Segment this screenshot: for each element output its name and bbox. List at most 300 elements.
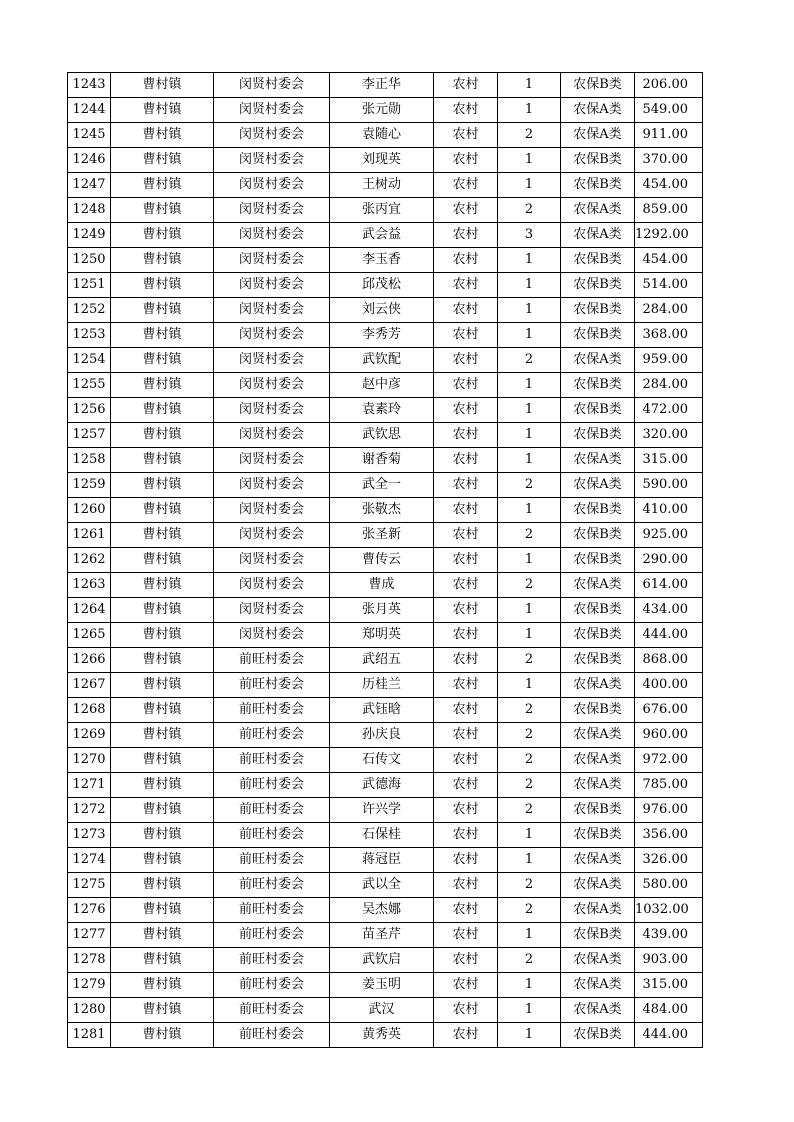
village-committee-cell: 闵贤村委会	[214, 173, 330, 198]
person-name-cell: 武汉	[330, 998, 434, 1023]
area-type-cell: 农村	[434, 798, 498, 823]
household-count-cell: 1	[498, 148, 561, 173]
area-type-cell: 农村	[434, 348, 498, 373]
town-cell: 曹村镇	[111, 673, 214, 698]
person-name-cell: 吴杰娜	[330, 898, 434, 923]
area-type-cell: 农村	[434, 548, 498, 573]
table-row	[68, 748, 703, 773]
area-type-cell: 农村	[434, 73, 498, 98]
town-cell: 曹村镇	[111, 98, 214, 123]
household-count-cell: 2	[498, 523, 561, 548]
person-name-cell: 武会益	[330, 223, 434, 248]
village-committee-cell: 闵贤村委会	[214, 373, 330, 398]
table-row	[68, 173, 703, 198]
table-row	[68, 798, 703, 823]
row-number-cell: 1281	[68, 1023, 111, 1048]
household-count-cell: 1	[498, 98, 561, 123]
area-type-cell: 农村	[434, 98, 498, 123]
amount-cell: 960.00	[635, 723, 703, 748]
area-type-cell: 农村	[434, 748, 498, 773]
household-count-cell: 2	[498, 573, 561, 598]
table-row	[68, 773, 703, 798]
village-committee-cell: 前旺村委会	[214, 923, 330, 948]
household-count-cell: 1	[498, 173, 561, 198]
amount-cell: 284.00	[635, 373, 703, 398]
amount-cell: 315.00	[635, 448, 703, 473]
amount-cell: 206.00	[635, 73, 703, 98]
village-committee-cell: 闵贤村委会	[214, 498, 330, 523]
row-number-cell: 1260	[68, 498, 111, 523]
amount-cell: 400.00	[635, 673, 703, 698]
person-name-cell: 刘现英	[330, 148, 434, 173]
insurance-category-cell: 农保B类	[561, 648, 635, 673]
amount-cell: 410.00	[635, 498, 703, 523]
amount-cell: 320.00	[635, 423, 703, 448]
town-cell: 曹村镇	[111, 348, 214, 373]
household-count-cell: 1	[498, 73, 561, 98]
person-name-cell: 曹传云	[330, 548, 434, 573]
amount-cell: 1292.00	[635, 223, 703, 248]
town-cell: 曹村镇	[111, 973, 214, 998]
village-committee-cell: 前旺村委会	[214, 848, 330, 873]
household-count-cell: 2	[498, 773, 561, 798]
household-count-cell: 1	[498, 973, 561, 998]
amount-cell: 959.00	[635, 348, 703, 373]
area-type-cell: 农村	[434, 473, 498, 498]
village-committee-cell: 闵贤村委会	[214, 98, 330, 123]
area-type-cell: 农村	[434, 248, 498, 273]
row-number-cell: 1266	[68, 648, 111, 673]
insurance-category-cell: 农保A类	[561, 198, 635, 223]
village-committee-cell: 闵贤村委会	[214, 323, 330, 348]
area-type-cell: 农村	[434, 823, 498, 848]
village-committee-cell: 闵贤村委会	[214, 123, 330, 148]
household-count-cell: 3	[498, 223, 561, 248]
amount-cell: 484.00	[635, 998, 703, 1023]
row-number-cell: 1264	[68, 598, 111, 623]
town-cell: 曹村镇	[111, 198, 214, 223]
household-count-cell: 1	[498, 448, 561, 473]
person-name-cell: 姜玉明	[330, 973, 434, 998]
area-type-cell: 农村	[434, 373, 498, 398]
insurance-category-cell: 农保A类	[561, 123, 635, 148]
table-row	[68, 423, 703, 448]
area-type-cell: 农村	[434, 673, 498, 698]
amount-cell: 549.00	[635, 98, 703, 123]
town-cell: 曹村镇	[111, 598, 214, 623]
town-cell: 曹村镇	[111, 298, 214, 323]
village-committee-cell: 前旺村委会	[214, 873, 330, 898]
household-count-cell: 1	[498, 848, 561, 873]
table-row	[68, 548, 703, 573]
insurance-category-cell: 农保A类	[561, 748, 635, 773]
person-name-cell: 郑明英	[330, 623, 434, 648]
row-number-cell: 1277	[68, 923, 111, 948]
person-name-cell: 张丙宜	[330, 198, 434, 223]
town-cell: 曹村镇	[111, 223, 214, 248]
area-type-cell: 农村	[434, 648, 498, 673]
table-row	[68, 948, 703, 973]
table-row	[68, 248, 703, 273]
person-name-cell: 李玉香	[330, 248, 434, 273]
insurance-category-cell: 农保B类	[561, 1023, 635, 1048]
table-row	[68, 348, 703, 373]
row-number-cell: 1257	[68, 423, 111, 448]
person-name-cell: 赵中彦	[330, 373, 434, 398]
town-cell: 曹村镇	[111, 898, 214, 923]
table-body	[68, 73, 703, 1048]
town-cell: 曹村镇	[111, 123, 214, 148]
town-cell: 曹村镇	[111, 148, 214, 173]
area-type-cell: 农村	[434, 998, 498, 1023]
table-row	[68, 123, 703, 148]
amount-cell: 590.00	[635, 473, 703, 498]
amount-cell: 368.00	[635, 323, 703, 348]
insurance-category-cell: 农保B类	[561, 623, 635, 648]
person-name-cell: 武钦启	[330, 948, 434, 973]
household-count-cell: 1	[498, 423, 561, 448]
village-committee-cell: 前旺村委会	[214, 898, 330, 923]
household-count-cell: 1	[498, 998, 561, 1023]
household-count-cell: 1	[498, 1023, 561, 1048]
amount-cell: 903.00	[635, 948, 703, 973]
row-number-cell: 1247	[68, 173, 111, 198]
amount-cell: 284.00	[635, 298, 703, 323]
person-name-cell: 刘云侠	[330, 298, 434, 323]
household-count-cell: 1	[498, 398, 561, 423]
town-cell: 曹村镇	[111, 698, 214, 723]
row-number-cell: 1272	[68, 798, 111, 823]
household-count-cell: 1	[498, 923, 561, 948]
insurance-category-cell: 农保B类	[561, 823, 635, 848]
household-count-cell: 2	[498, 948, 561, 973]
household-count-cell: 2	[498, 698, 561, 723]
amount-cell: 785.00	[635, 773, 703, 798]
insurance-category-cell: 农保A类	[561, 998, 635, 1023]
row-number-cell: 1279	[68, 973, 111, 998]
village-committee-cell: 前旺村委会	[214, 748, 330, 773]
amount-cell: 356.00	[635, 823, 703, 848]
village-committee-cell: 前旺村委会	[214, 648, 330, 673]
town-cell: 曹村镇	[111, 523, 214, 548]
area-type-cell: 农村	[434, 723, 498, 748]
town-cell: 曹村镇	[111, 573, 214, 598]
village-committee-cell: 闵贤村委会	[214, 248, 330, 273]
amount-cell: 370.00	[635, 148, 703, 173]
village-committee-cell: 前旺村委会	[214, 698, 330, 723]
town-cell: 曹村镇	[111, 173, 214, 198]
row-number-cell: 1271	[68, 773, 111, 798]
amount-cell: 514.00	[635, 273, 703, 298]
area-type-cell: 农村	[434, 298, 498, 323]
person-name-cell: 袁随心	[330, 123, 434, 148]
table-row	[68, 623, 703, 648]
row-number-cell: 1255	[68, 373, 111, 398]
row-number-cell: 1256	[68, 398, 111, 423]
row-number-cell: 1243	[68, 73, 111, 98]
insurance-category-cell: 农保A类	[561, 948, 635, 973]
table-row	[68, 73, 703, 98]
amount-cell: 676.00	[635, 698, 703, 723]
area-type-cell: 农村	[434, 498, 498, 523]
village-committee-cell: 闵贤村委会	[214, 298, 330, 323]
amount-cell: 439.00	[635, 923, 703, 948]
area-type-cell: 农村	[434, 123, 498, 148]
insurance-category-cell: 农保B类	[561, 698, 635, 723]
household-count-cell: 1	[498, 498, 561, 523]
insurance-category-cell: 农保B类	[561, 298, 635, 323]
insurance-category-cell: 农保A类	[561, 448, 635, 473]
area-type-cell: 农村	[434, 173, 498, 198]
person-name-cell: 张月英	[330, 598, 434, 623]
table-row	[68, 573, 703, 598]
table-row	[68, 273, 703, 298]
village-committee-cell: 闵贤村委会	[214, 148, 330, 173]
household-count-cell: 1	[498, 598, 561, 623]
village-committee-cell: 前旺村委会	[214, 998, 330, 1023]
table-row	[68, 223, 703, 248]
amount-cell: 859.00	[635, 198, 703, 223]
table-row	[68, 398, 703, 423]
area-type-cell: 农村	[434, 573, 498, 598]
amount-cell: 580.00	[635, 873, 703, 898]
table-row	[68, 698, 703, 723]
town-cell: 曹村镇	[111, 823, 214, 848]
area-type-cell: 农村	[434, 848, 498, 873]
person-name-cell: 武钰晗	[330, 698, 434, 723]
row-number-cell: 1244	[68, 98, 111, 123]
household-count-cell: 2	[498, 348, 561, 373]
household-count-cell: 1	[498, 373, 561, 398]
household-count-cell: 1	[498, 673, 561, 698]
town-cell: 曹村镇	[111, 723, 214, 748]
table-row	[68, 148, 703, 173]
village-committee-cell: 前旺村委会	[214, 673, 330, 698]
insurance-category-cell: 农保A类	[561, 723, 635, 748]
table-row	[68, 1023, 703, 1048]
town-cell: 曹村镇	[111, 248, 214, 273]
row-number-cell: 1280	[68, 998, 111, 1023]
insurance-category-cell: 农保A类	[561, 573, 635, 598]
row-number-cell: 1265	[68, 623, 111, 648]
town-cell: 曹村镇	[111, 873, 214, 898]
table-row	[68, 873, 703, 898]
amount-cell: 976.00	[635, 798, 703, 823]
village-committee-cell: 闵贤村委会	[214, 198, 330, 223]
area-type-cell: 农村	[434, 523, 498, 548]
person-name-cell: 武钦思	[330, 423, 434, 448]
person-name-cell: 武德海	[330, 773, 434, 798]
amount-cell: 434.00	[635, 598, 703, 623]
row-number-cell: 1246	[68, 148, 111, 173]
person-name-cell: 张圣新	[330, 523, 434, 548]
row-number-cell: 1254	[68, 348, 111, 373]
row-number-cell: 1278	[68, 948, 111, 973]
town-cell: 曹村镇	[111, 648, 214, 673]
town-cell: 曹村镇	[111, 848, 214, 873]
insurance-category-cell: 农保A类	[561, 848, 635, 873]
village-committee-cell: 前旺村委会	[214, 773, 330, 798]
area-type-cell: 农村	[434, 1023, 498, 1048]
row-number-cell: 1258	[68, 448, 111, 473]
amount-cell: 444.00	[635, 1023, 703, 1048]
insurance-category-cell: 农保B类	[561, 248, 635, 273]
insurance-category-cell: 农保B类	[561, 798, 635, 823]
table-row	[68, 323, 703, 348]
area-type-cell: 农村	[434, 898, 498, 923]
insurance-category-cell: 农保A类	[561, 973, 635, 998]
insurance-category-cell: 农保A类	[561, 898, 635, 923]
household-count-cell: 2	[498, 123, 561, 148]
village-committee-cell: 闵贤村委会	[214, 73, 330, 98]
person-name-cell: 张元勋	[330, 98, 434, 123]
household-count-cell: 1	[498, 298, 561, 323]
row-number-cell: 1267	[68, 673, 111, 698]
insurance-category-cell: 农保A类	[561, 98, 635, 123]
village-committee-cell: 前旺村委会	[214, 1023, 330, 1048]
insurance-category-cell: 农保B类	[561, 498, 635, 523]
village-committee-cell: 闵贤村委会	[214, 623, 330, 648]
town-cell: 曹村镇	[111, 923, 214, 948]
amount-cell: 614.00	[635, 573, 703, 598]
amount-cell: 1032.00	[635, 898, 703, 923]
insurance-category-cell: 农保B类	[561, 323, 635, 348]
table-row	[68, 823, 703, 848]
insurance-category-cell: 农保B类	[561, 173, 635, 198]
insurance-category-cell: 农保B类	[561, 923, 635, 948]
household-count-cell: 2	[498, 873, 561, 898]
area-type-cell: 农村	[434, 198, 498, 223]
amount-cell: 444.00	[635, 623, 703, 648]
household-count-cell: 1	[498, 823, 561, 848]
person-name-cell: 孙庆良	[330, 723, 434, 748]
town-cell: 曹村镇	[111, 798, 214, 823]
area-type-cell: 农村	[434, 273, 498, 298]
town-cell: 曹村镇	[111, 773, 214, 798]
village-committee-cell: 闵贤村委会	[214, 423, 330, 448]
area-type-cell: 农村	[434, 423, 498, 448]
row-number-cell: 1273	[68, 823, 111, 848]
area-type-cell: 农村	[434, 398, 498, 423]
table-row	[68, 373, 703, 398]
row-number-cell: 1251	[68, 273, 111, 298]
person-name-cell: 蒋冠臣	[330, 848, 434, 873]
person-name-cell: 曹成	[330, 573, 434, 598]
town-cell: 曹村镇	[111, 1023, 214, 1048]
household-count-cell: 2	[498, 898, 561, 923]
row-number-cell: 1269	[68, 723, 111, 748]
insurance-category-cell: 农保B类	[561, 598, 635, 623]
insurance-category-cell: 农保B类	[561, 548, 635, 573]
table-row	[68, 673, 703, 698]
area-type-cell: 农村	[434, 698, 498, 723]
town-cell: 曹村镇	[111, 398, 214, 423]
amount-cell: 972.00	[635, 748, 703, 773]
row-number-cell: 1253	[68, 323, 111, 348]
row-number-cell: 1245	[68, 123, 111, 148]
area-type-cell: 农村	[434, 773, 498, 798]
amount-cell: 315.00	[635, 973, 703, 998]
town-cell: 曹村镇	[111, 623, 214, 648]
household-count-cell: 2	[498, 748, 561, 773]
amount-cell: 290.00	[635, 548, 703, 573]
row-number-cell: 1261	[68, 523, 111, 548]
row-number-cell: 1248	[68, 198, 111, 223]
village-committee-cell: 闵贤村委会	[214, 348, 330, 373]
village-committee-cell: 闵贤村委会	[214, 598, 330, 623]
area-type-cell: 农村	[434, 873, 498, 898]
row-number-cell: 1259	[68, 473, 111, 498]
person-name-cell: 武绍五	[330, 648, 434, 673]
village-committee-cell: 闵贤村委会	[214, 448, 330, 473]
area-type-cell: 农村	[434, 323, 498, 348]
village-committee-cell: 前旺村委会	[214, 973, 330, 998]
village-committee-cell: 闵贤村委会	[214, 573, 330, 598]
person-name-cell: 王树动	[330, 173, 434, 198]
table-row	[68, 498, 703, 523]
town-cell: 曹村镇	[111, 473, 214, 498]
row-number-cell: 1268	[68, 698, 111, 723]
row-number-cell: 1275	[68, 873, 111, 898]
data-table	[67, 72, 703, 1048]
table-row	[68, 723, 703, 748]
table-row	[68, 998, 703, 1023]
row-number-cell: 1250	[68, 248, 111, 273]
town-cell: 曹村镇	[111, 748, 214, 773]
table-row	[68, 598, 703, 623]
insurance-category-cell: 农保A类	[561, 348, 635, 373]
insurance-category-cell: 农保B类	[561, 373, 635, 398]
amount-cell: 911.00	[635, 123, 703, 148]
person-name-cell: 武以全	[330, 873, 434, 898]
town-cell: 曹村镇	[111, 948, 214, 973]
village-committee-cell: 前旺村委会	[214, 823, 330, 848]
person-name-cell: 石传文	[330, 748, 434, 773]
area-type-cell: 农村	[434, 948, 498, 973]
village-committee-cell: 闵贤村委会	[214, 548, 330, 573]
row-number-cell: 1262	[68, 548, 111, 573]
area-type-cell: 农村	[434, 923, 498, 948]
table-row	[68, 523, 703, 548]
person-name-cell: 李正华	[330, 73, 434, 98]
amount-cell: 925.00	[635, 523, 703, 548]
household-count-cell: 1	[498, 323, 561, 348]
amount-cell: 454.00	[635, 248, 703, 273]
amount-cell: 868.00	[635, 648, 703, 673]
town-cell: 曹村镇	[111, 998, 214, 1023]
table-row	[68, 923, 703, 948]
table-row	[68, 648, 703, 673]
town-cell: 曹村镇	[111, 548, 214, 573]
table-row	[68, 973, 703, 998]
person-name-cell: 武全一	[330, 473, 434, 498]
village-committee-cell: 闵贤村委会	[214, 473, 330, 498]
table-row	[68, 198, 703, 223]
insurance-category-cell: 农保A类	[561, 873, 635, 898]
row-number-cell: 1274	[68, 848, 111, 873]
area-type-cell: 农村	[434, 973, 498, 998]
table-row	[68, 848, 703, 873]
person-name-cell: 李秀芳	[330, 323, 434, 348]
household-count-cell: 2	[498, 648, 561, 673]
household-count-cell: 2	[498, 798, 561, 823]
household-count-cell: 1	[498, 623, 561, 648]
insurance-category-cell: 农保A类	[561, 223, 635, 248]
village-committee-cell: 前旺村委会	[214, 798, 330, 823]
town-cell: 曹村镇	[111, 273, 214, 298]
village-committee-cell: 前旺村委会	[214, 948, 330, 973]
town-cell: 曹村镇	[111, 373, 214, 398]
